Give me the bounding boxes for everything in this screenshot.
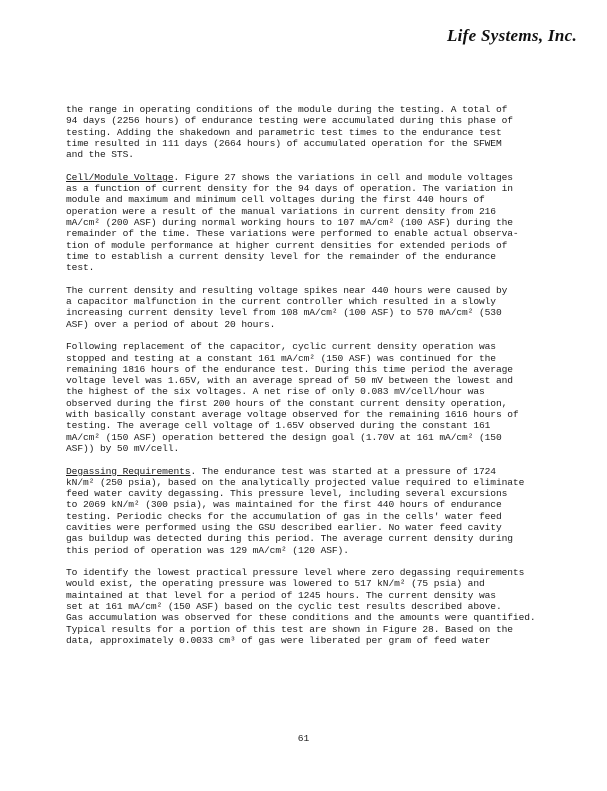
paragraph-text: To identify the lowest practical pressure level where zero degassing requirements would exist, the operating pressure was lowered to 517 kN/m² (75 psia) and maintained at that level for a period of 1245 hours. The current density was set at 161 mA/cm² (150 ASF) based on the cyclic test results described above. Gas accumulation was observed for these conditions and the amounts were quantified. Typical results for a portion of this test are shown in Figure 28. Based on the data, approximately 0.0033 cm³ of gas were liberated per gram of feed water bbox=[66, 567, 536, 646]
page-number: 61 bbox=[297, 733, 310, 744]
section-heading-degassing-requirements: Degassing Requirements bbox=[66, 465, 191, 477]
document-body bbox=[66, 104, 556, 658]
paragraph-text: the range in operating conditions of the module during the testing. A total of 94 days (2256 hours) of endurance testing were accumulated during this phase of testing. Adding the shakedown and parametric test times to the endurance test time resulted in 111 days (2664 hours) of accumulated operation for the SFWEM and the STS. bbox=[66, 104, 513, 161]
paragraph-cell-module-voltage bbox=[66, 172, 556, 274]
paragraph-lowest-pressure bbox=[66, 567, 556, 646]
paragraph-text: . Figure 27 shows the variations in cell and module voltages as a function of current density for the 94 days of operation. The variation in module and maximum and minimum cell voltages during the first 440 hours of operation were a result of the manual variations in current density from 216 mA/cm² (200 ASF) during normal working hours to 107 mA/cm² (100 ASF) during the remainder of the time. These variations were performed to enable actual observa- tion of module performance at higher current densities for extended periods of time to establish a current density level for the remainder of the endurance test. bbox=[66, 171, 519, 274]
paragraph-text: Following replacement of the capacitor, cyclic current density operation was stopped and testing at a constant 161 mA/cm² (150 ASF) was continued for the remaining 1816 hours of the endurance test. During this time period the average voltage level was 1.65V, with an average spread of 50 mV between the lowest and the highest of the six voltages. A net rise of only 0.083 mV/cell/hour was observed during the first 200 hours of the constant current density operation, with basically constant average voltage observed for the remaining 1616 hours of testing. The average cell voltage of 1.65V observed during the constant 161 mA/cm² (150 ASF) operation bettered the design goal (1.70V at 161 mA/cm² (150 ASF)) by 50 mV/cell. bbox=[66, 341, 519, 454]
company-logo: Life Systems, Inc. bbox=[446, 26, 577, 45]
paragraph-degassing-requirements bbox=[66, 466, 556, 556]
paragraph-intro bbox=[66, 104, 556, 160]
section-heading-cell-module-voltage: Cell/Module Voltage bbox=[66, 171, 174, 183]
paragraph-capacitor-replacement bbox=[66, 341, 556, 454]
paragraph-text: The current density and resulting voltage spikes near 440 hours were caused by a capacitor malfunction in the current controller which resulted in a slowly increasing current density level from 108 mA/cm² (100 ASF) to 570 mA/cm² (530 ASF) over a period of about 20 hours. bbox=[66, 284, 508, 330]
paragraph-text: . The endurance test was started at a pressure of 1724 kN/m² (250 psia), based on the analytically projected value required to eliminate feed water cavity degassing. This pressure level, including several excursions to 2069 kN/m² (300 psia), was maintained for the first 440 hours of endurance testing. Periodic checks for the accumulation of gas in the cells' water feed cavities were performed using the GSU described earlier. No water feed cavity gas buildup was detected during this period. The average current density during this period of operation was 129 mA/cm² (120 ASF). bbox=[66, 465, 525, 556]
paragraph-voltage-spikes bbox=[66, 285, 556, 330]
